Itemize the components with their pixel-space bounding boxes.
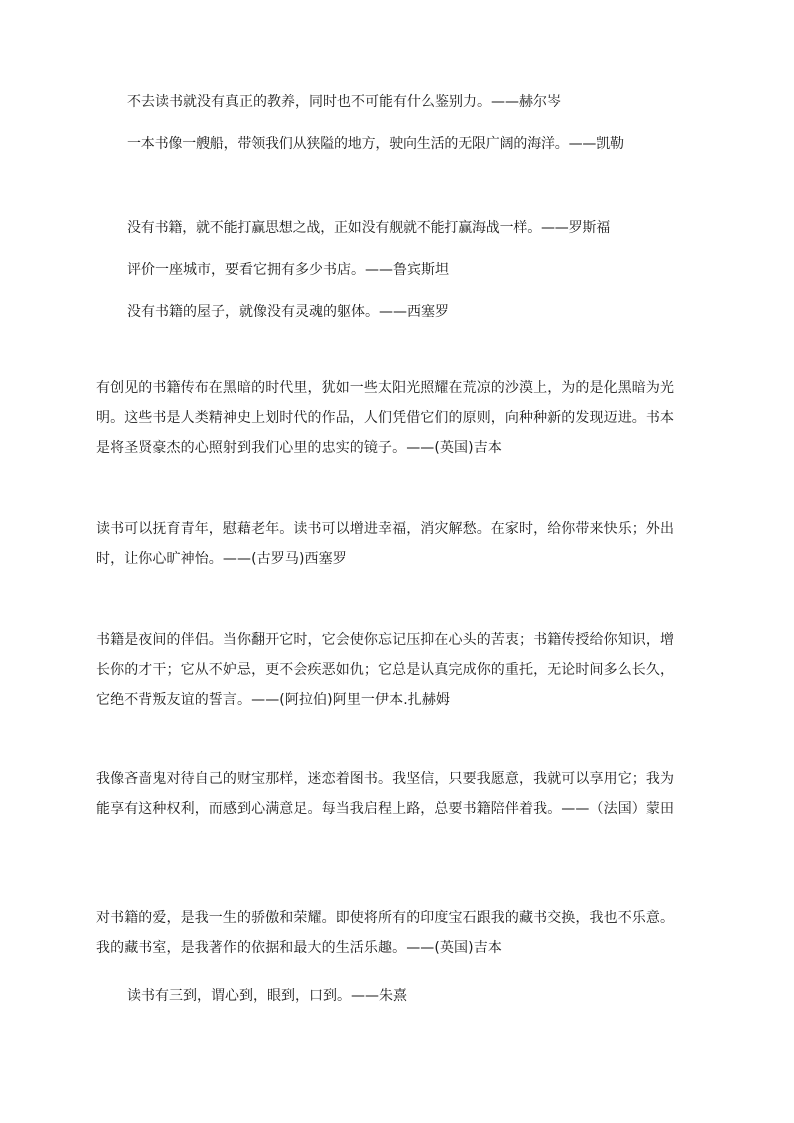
- quote-rubinstein: 评价一座城市，要看它拥有多少书店。——鲁宾斯坦: [127, 262, 449, 278]
- paragraph-montaigne: 我像吝啬鬼对待自己的财宝那样，迷恋着图书。我坚信，只要我愿意，我就可以享用它；我为能享有这种权利，而感到心满意足。每当我启程上路，总要书籍陪伴着我。——（法国）蒙田: [96, 771, 675, 817]
- paragraph-ibn-hazm: 书籍是夜间的伴侣。当你翻开它时，它会使你忘记压抑在心头的苦衷；书籍传授给你知识，增长你的才干；它从不妒忌，更不会疾恶如仇；它总是认真完成你的重托，无论时间多么长久，它绝不背叛友谊的誓言。——(阿拉伯)阿里一伊本.扎赫姆: [96, 632, 675, 708]
- quote-herzen: 不去读书就没有真正的教养，同时也不可能有什么鉴别力。——赫尔岑: [127, 94, 561, 110]
- quote-keller: 一本书像一艘船，带领我们从狭隘的地方，驶向生活的无限广阔的海洋。——凯勒: [127, 136, 624, 152]
- quote-roosevelt: 没有书籍，就不能打赢思想之战，正如没有舰就不能打赢海战一样。——罗斯福: [127, 220, 610, 236]
- paragraph-gibbon-1: 有创见的书籍传布在黑暗的时代里，犹如一些太阳光照耀在荒凉的沙漠上，为的是化黑暗为光明。这些书是人类精神史上划时代的作品，人们凭借它们的原则，向种种新的发现迈进。书本是将圣贤豪杰的心照射到我们心里的忠实的镜子。——(英国)吉本: [96, 380, 675, 456]
- paragraph-cicero: 读书可以抚育青年，慰藉老年。读书可以增进幸福，消灾解愁。在家时，给你带来快乐；外出时，让你心旷神怡。——(古罗马)西塞罗: [96, 521, 675, 567]
- quote-zhuxi: 读书有三到，谓心到，眼到，口到。——朱熹: [127, 988, 407, 1004]
- paragraph-gibbon-2: 对书籍的爱，是我一生的骄傲和荣耀。即使将所有的印度宝石跟我的藏书交换，我也不乐意。我的藏书室，是我著作的依据和最大的生活乐趣。——(英国)吉本: [96, 910, 675, 956]
- quote-cicero: 没有书籍的屋子，就像没有灵魂的躯体。——西塞罗: [127, 304, 449, 320]
